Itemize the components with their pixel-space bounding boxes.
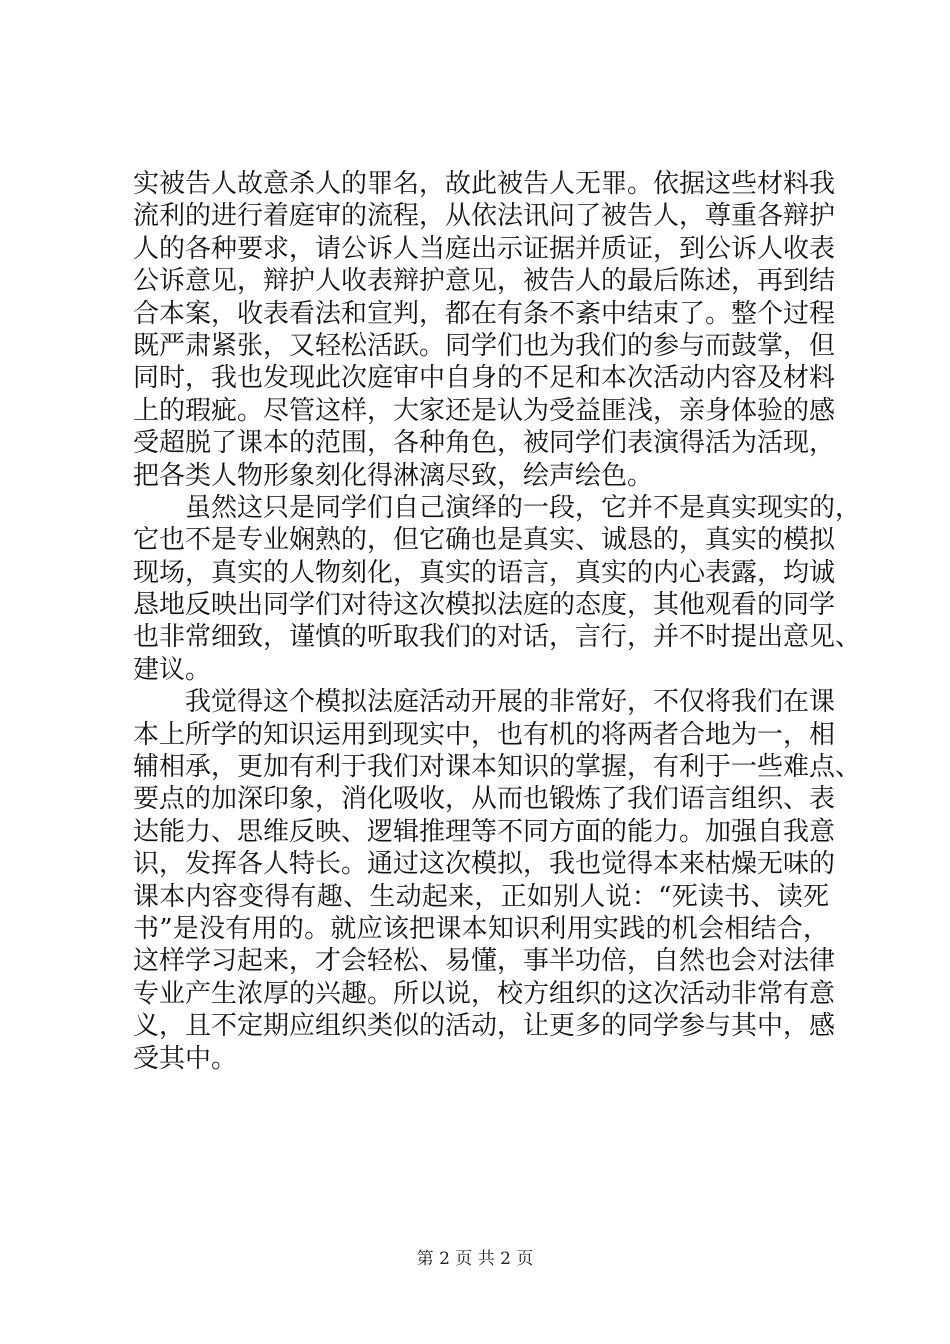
text-line: 要点的加深印象，消化吸收，从而也锻炼了我们语言组织、表	[133, 784, 836, 815]
text-line: 也非常细致，谨慎的听取我们的对话，言行，并不时提出意见、	[133, 622, 862, 653]
text-line: 建议。	[133, 654, 212, 685]
text-line: 受其中。	[133, 1043, 238, 1074]
text-line: 专业产生浓厚的兴趣。所以说，校方组织的这次活动非常有意	[133, 978, 836, 1009]
text-line: 它也不是专业娴熟的，但它确也是真实、诚恳的，真实的模拟	[133, 525, 836, 556]
text-line: 本上所学的知识运用到现实中，也有机的将两者合地为一，相	[133, 719, 836, 750]
text-line: 现场，真实的人物刻化，真实的语言，真实的内心表露，均诚	[133, 557, 836, 588]
paragraph	[133, 168, 836, 492]
text-line: 既严肃紧张，又轻松活跃。同学们也为我们的参与而鼓掌，但	[133, 330, 836, 361]
text-line: 我觉得这个模拟法庭活动开展的非常好，不仅将我们在课	[185, 687, 836, 718]
text-line: 流利的进行着庭审的流程，从依法讯问了被告人，尊重各辩护	[133, 201, 836, 232]
text-line: 虽然这只是同学们自己演绎的一段，它并不是真实现实的，	[185, 492, 862, 523]
text-line: 书”是没有用的。就应该把课本知识利用实践的机会相结合，	[133, 913, 829, 944]
text-line: 实被告人故意杀人的罪名，故此被告人无罪。依据这些材料我	[133, 169, 836, 199]
text-line: 受超脱了课本的范围，各种角色，被同学们表演得活为活现，	[133, 428, 836, 459]
text-line: 恳地反映出同学们对待这次模拟法庭的态度，其他观看的同学	[133, 590, 836, 621]
text-line: 课本内容变得有趣、生动起来，正如别人说：“死读书、读死	[133, 881, 829, 912]
page-footer: 第 2 页 共 2 页	[416, 1249, 534, 1269]
text-line: 识，发挥各人特长。通过这次模拟，我也觉得本来枯燥无味的	[133, 849, 836, 880]
paragraph	[133, 686, 862, 1075]
text-line: 把各类人物形象刻化得淋漓尽致，绘声绘色。	[133, 460, 654, 491]
paragraph	[133, 492, 862, 686]
text-line: 辅相承，更加有利于我们对课本知识的掌握，有利于一些难点、	[133, 752, 862, 783]
text-line: 义，且不定期应组织类似的活动，让更多的同学参与其中，感	[133, 1011, 836, 1042]
text-line: 合本案，收表看法和宣判，都在有条不紊中结束了。整个过程	[133, 298, 836, 329]
text-line: 达能力、思维反映、逻辑推理等不同方面的能力。加强自我意	[133, 816, 836, 847]
text-line: 这样学习起来，才会轻松、易懂，事半功倍，自然也会对法律	[133, 946, 836, 977]
text-line: 人的各种要求，请公诉人当庭出示证据并质证，到公诉人收表	[133, 233, 836, 264]
text-line: 同时，我也发现此次庭审中自身的不足和本次活动内容及材料	[133, 363, 836, 394]
text-line: 公诉意见，辩护人收表辩护意见，被告人的最后陈述，再到结	[133, 266, 836, 297]
document-body	[133, 168, 862, 1075]
text-line: 上的瑕疵。尽管这样，大家还是认为受益匪浅，亲身体验的感	[133, 395, 836, 426]
